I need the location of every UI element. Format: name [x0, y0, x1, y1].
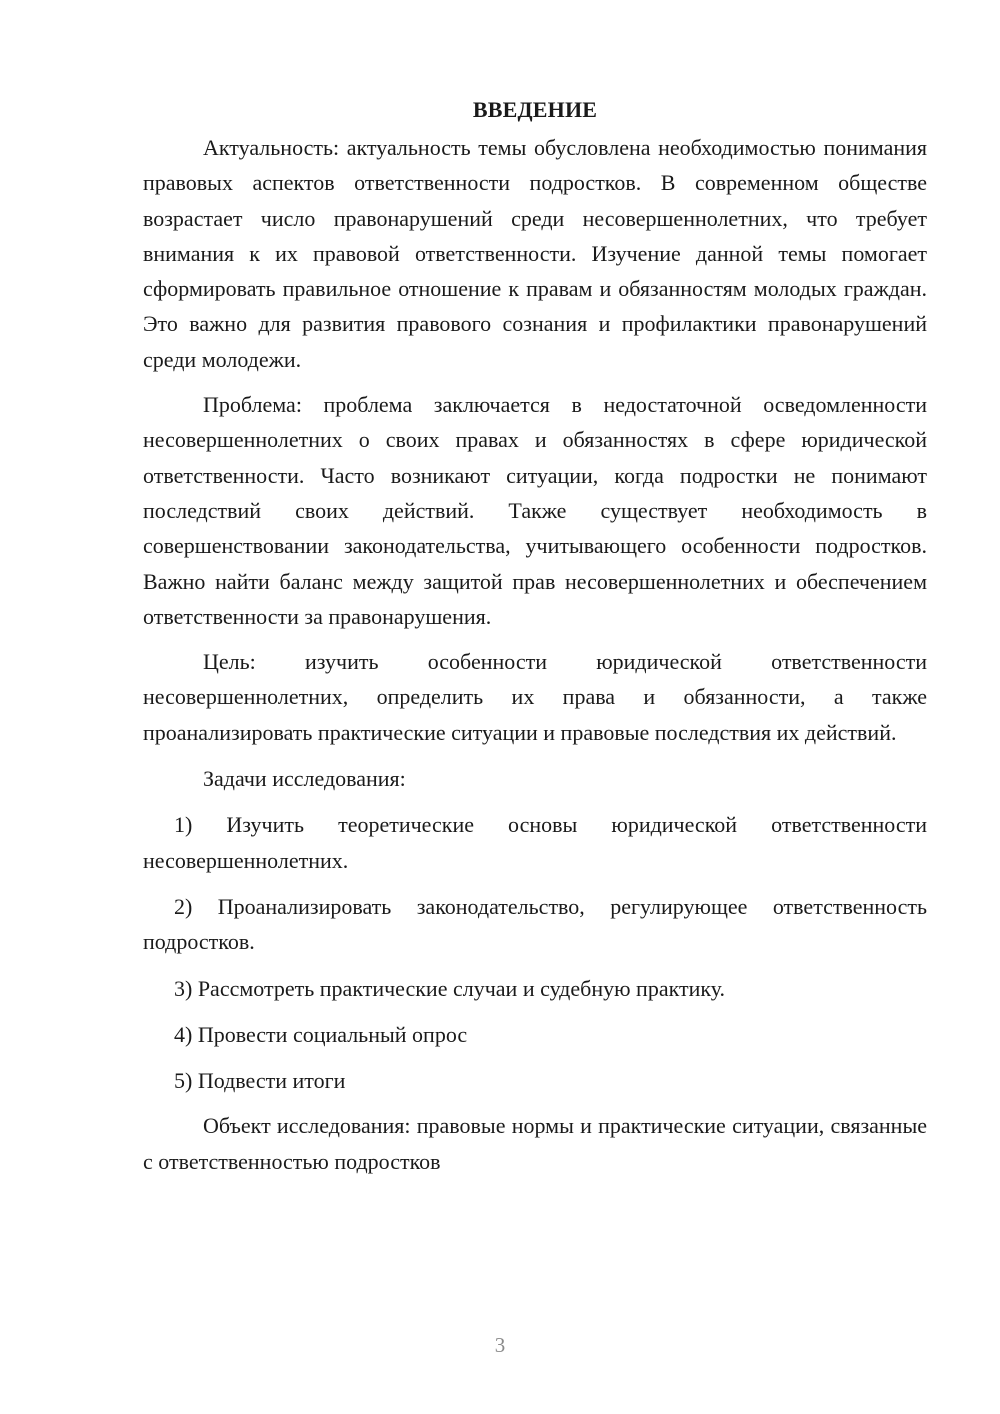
page-number: 3 [494, 1333, 506, 1357]
list-item: 2) Проанализировать законодательство, регулирующее ответственность подростков. [143, 893, 927, 955]
document-page [143, 92, 927, 1179]
object-paragraph: Объект исследования: правовые нормы и практические ситуации, связанные с ответственностью подростков [143, 1113, 927, 1174]
goal-paragraph: Цель: изучить особенности юридической ответственности несовершеннолетних, определить их права и обязанности, а также проанализировать практические ситуации и правовые последствия их действий. [143, 649, 927, 745]
problem-paragraph: Проблема: проблема заключается в недостаточной осведомленности несовершеннолетних о своих правах и обязанностях в сфере юридической ответственности. Часто возникают ситуации, когда подростки не понимают последствий своих действий. Также существует необходимость в совершенствовании законодательства, учитывающего особенности подростков. Важно найти баланс между защитой прав несовершеннолетних и обеспечением ответственности за правонарушения. [143, 392, 927, 629]
list-item: 4) Провести социальный опрос [174, 1021, 468, 1047]
tasks-list [143, 807, 927, 1098]
list-item: 1) Изучить теоретические основы юридической ответственности несовершеннолетних. [143, 812, 927, 873]
list-item: 5) Подвести итоги [174, 1068, 346, 1094]
relevance-paragraph: Актуальность: актуальность темы обусловлена необходимостью понимания правовых аспектов ответственности подростков. В современном обществе возрастает число правонарушений среди несовершеннолетних, что требует внимания к их правовой ответственности. Изучение данной темы помогает сформировать правильное отношение к правам и обязанностям молодых граждан. Это важно для развития правового сознания и профилактики правонарушений среди молодежи. [143, 135, 927, 372]
tasks-title: Задачи исследования: [203, 766, 406, 792]
section-heading: ВВЕДЕНИЕ [472, 97, 598, 122]
list-item: 3) Рассмотреть практические случаи и судебную практику. [174, 975, 726, 1001]
